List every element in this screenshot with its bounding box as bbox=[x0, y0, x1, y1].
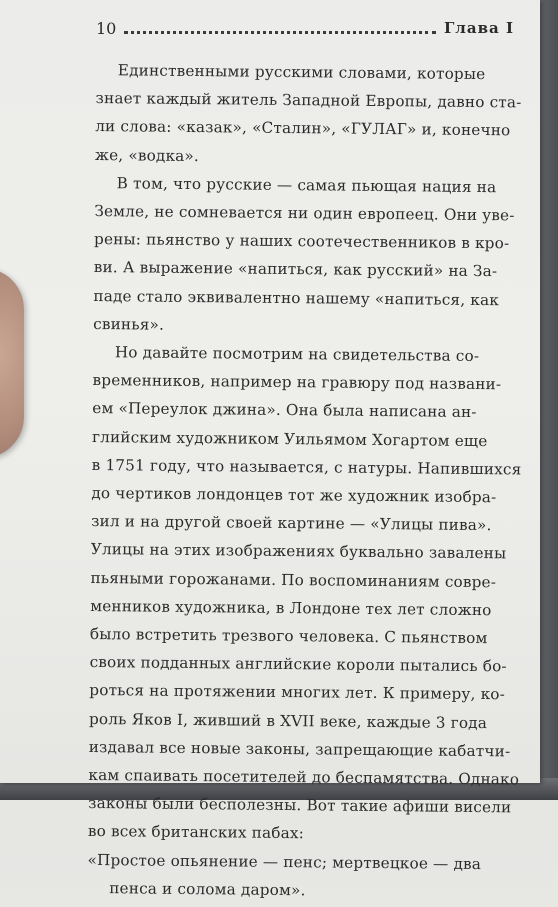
text-line: зил и на другой своей картине — «Улицы пива». bbox=[91, 512, 492, 535]
text-line: пьяными горожанами. По воспоминаниям совре- bbox=[90, 568, 497, 591]
text-line: кам спаивать посетителей до беспамятства. Однако bbox=[88, 766, 520, 789]
text-line: ви. А выражение «напиться, как русский» на За- bbox=[93, 258, 498, 281]
text-line: роль Яков I, живший в XVII веке, каждые 3 года bbox=[88, 709, 488, 732]
text-line: Но давайте посмотрим на свидетельства со- bbox=[114, 343, 480, 366]
text-line: законы были бесполезны. Вот такие афиши висели bbox=[88, 794, 512, 817]
body-text bbox=[87, 56, 522, 906]
text-line: Единственными русскими словами, которые bbox=[117, 61, 486, 84]
text-line: В том, что русские — самая пьющая нация на bbox=[116, 174, 497, 197]
text-line: знает каждый житель Западной Европы, давно ста- bbox=[95, 89, 522, 112]
text-line: в 1751 году, что называется, с натуры. Напившихся bbox=[91, 455, 522, 479]
text-line: во всех британских пабах: bbox=[87, 822, 305, 843]
text-line: было встретить трезвого человека. С пьянством bbox=[89, 625, 488, 648]
text-line: рены: пьянство у наших соотечественников в кро- bbox=[93, 230, 510, 253]
text-line: роться на протяжении многих лет. К примеру, ко- bbox=[89, 681, 506, 704]
text-line: издавал все новые законы, запрещающие кабатчи- bbox=[88, 737, 511, 761]
text-line: пенса и солома даром». bbox=[109, 879, 306, 900]
thumb bbox=[0, 268, 24, 458]
text-line: временников, например на гравюру под названи- bbox=[92, 371, 502, 394]
page-number: 10 bbox=[96, 18, 117, 38]
text-line: менников художника, в Лондоне тех лет сложно bbox=[90, 596, 492, 620]
running-header bbox=[96, 16, 514, 40]
dot-leader bbox=[124, 29, 436, 34]
text-line: паде стало эквивалентно нашему «напиться, как bbox=[93, 286, 500, 309]
text-line: Земле, не сомневается ни один европеец. Они уве- bbox=[94, 202, 515, 225]
text-line: до чертиков лондонцев тот же художник изобра- bbox=[91, 484, 497, 507]
chapter-title: Глава I bbox=[443, 19, 514, 37]
text-line: глийским художником Уильямом Хогартом еще bbox=[91, 427, 488, 450]
text-line: же, «водка». bbox=[94, 145, 200, 165]
text-line: «Простое опьянение — пенс; мертвецкое — два bbox=[87, 850, 482, 873]
text-line: Улицы на этих изображениях буквально завалены bbox=[90, 540, 507, 563]
text-line: свинья». bbox=[93, 314, 165, 334]
text-line: ли слова: «казак», «Сталин», «ГУЛАГ» и, конечно bbox=[95, 117, 511, 140]
text-line: своих подданных английские короли пытались бо- bbox=[89, 653, 507, 676]
text-line: ем «Переулок джина». Она была написана ан- bbox=[92, 399, 477, 422]
